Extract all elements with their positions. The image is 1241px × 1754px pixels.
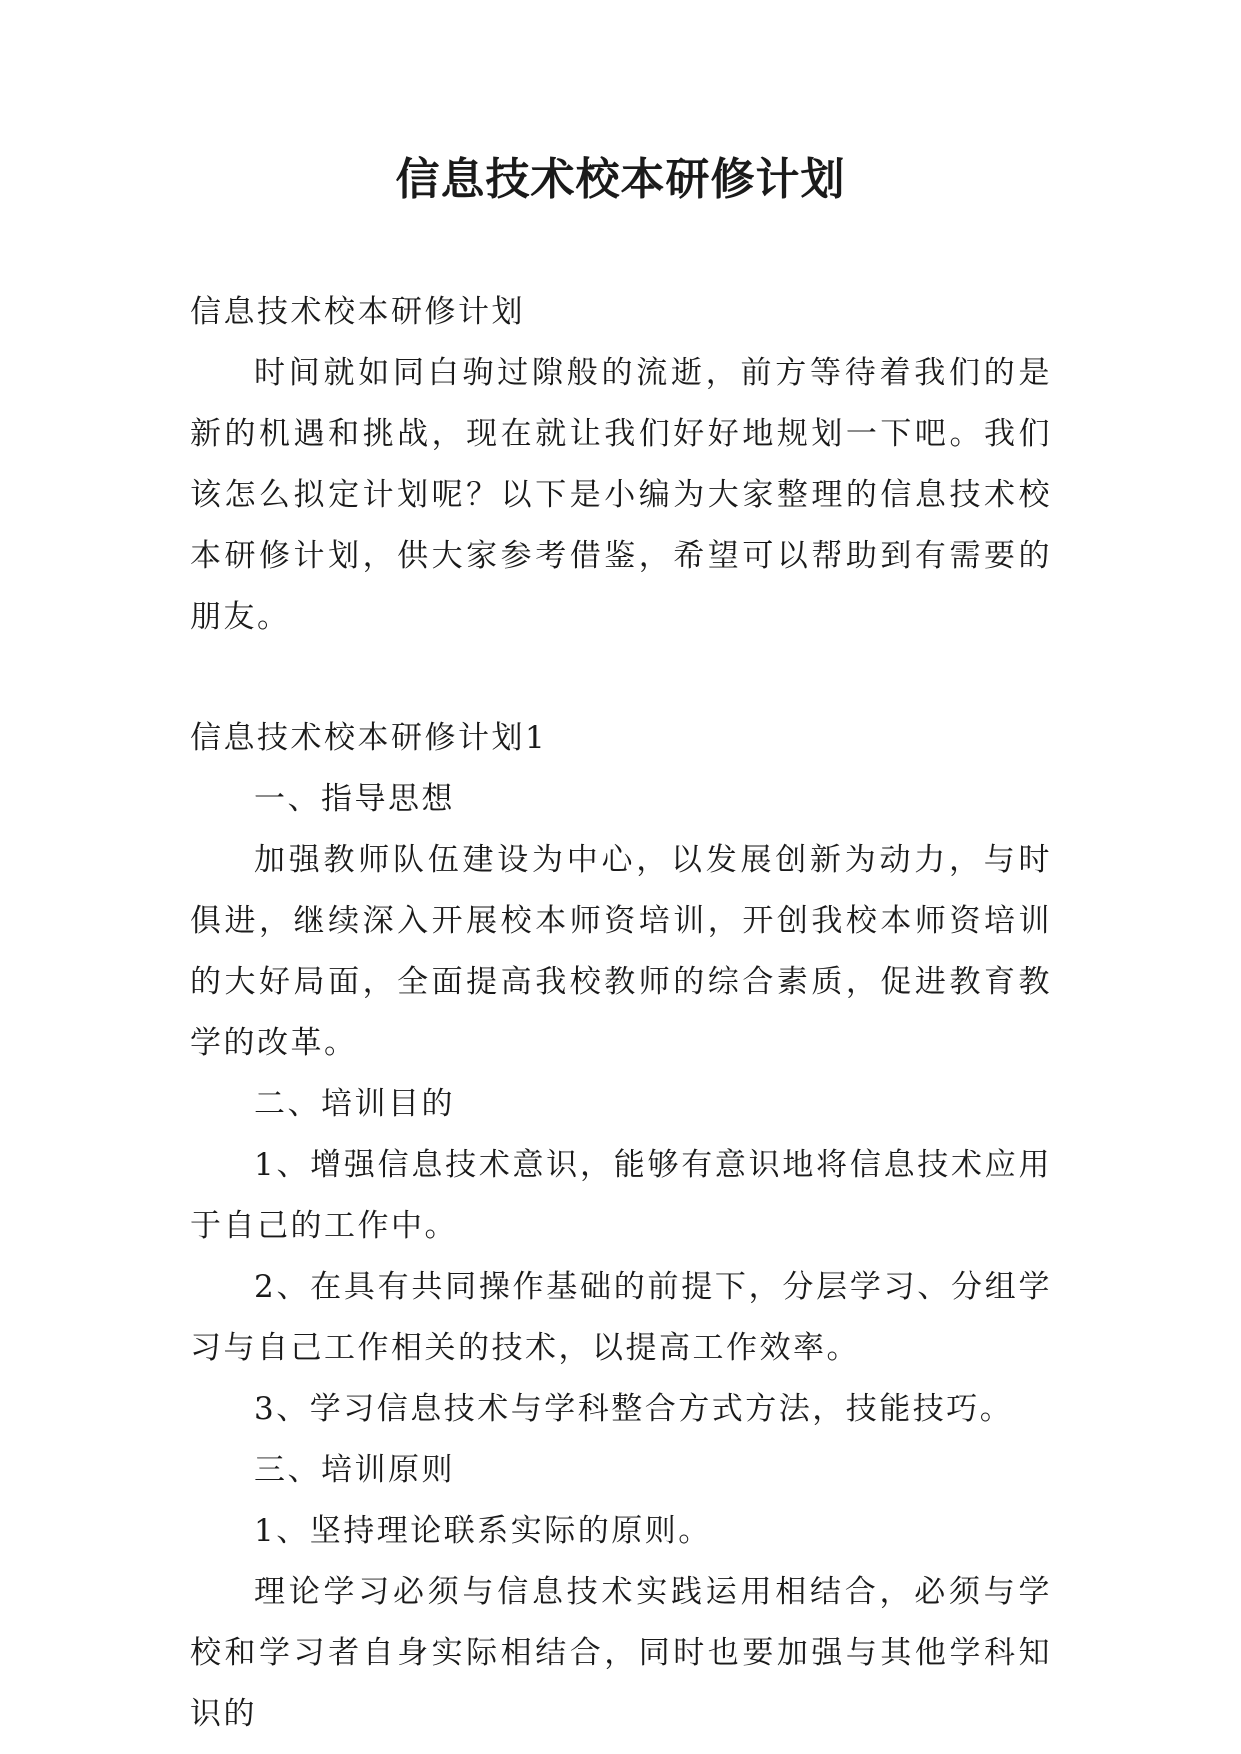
intro-paragraph: 时间就如同白驹过隙般的流逝，前方等待着我们的是新的机遇和挑战，现在就让我们好好地规划一下吧。我们该怎么拟定计划呢？以下是小编为大家整理的信息技术校本研修计划，供大家参考借鉴，希望可以帮助到有需要的朋友。 xyxy=(190,355,1052,635)
heading-training-principles: 三、培训原则 xyxy=(254,1452,455,1488)
training-goal-3: 3、学习信息技术与学科整合方式方法，技能技巧。 xyxy=(254,1391,1014,1427)
section-title: 信息技术校本研修计划1 xyxy=(190,720,548,756)
document-subtitle: 信息技术校本研修计划 xyxy=(190,294,525,330)
training-principle-1-paragraph: 理论学习必须与信息技术实践运用相结合，必须与学校和学习者自身实际相结合，同时也要加强与其他学科知识的 xyxy=(190,1574,1052,1732)
document-title: 信息技术校本研修计划 xyxy=(395,154,846,205)
document-body xyxy=(190,282,1052,1745)
heading-training-purpose: 二、培训目的 xyxy=(254,1086,455,1122)
guiding-ideology-paragraph: 加强教师队伍建设为中心，以发展创新为动力，与时俱进，继续深入开展校本师资培训，开创我校本师资培训的大好局面，全面提高我校教师的综合素质，促进教育教学的改革。 xyxy=(190,842,1052,1061)
training-goal-2: 2、在具有共同操作基础的前提下，分层学习、分组学习与自己工作相关的技术，以提高工作效率。 xyxy=(190,1269,1052,1366)
heading-guiding-ideology: 一、指导思想 xyxy=(254,781,455,817)
training-principle-1: 1、坚持理论联系实际的原则。 xyxy=(254,1513,712,1549)
training-goal-1: 1、增强信息技术意识，能够有意识地将信息技术应用于自己的工作中。 xyxy=(190,1147,1052,1244)
